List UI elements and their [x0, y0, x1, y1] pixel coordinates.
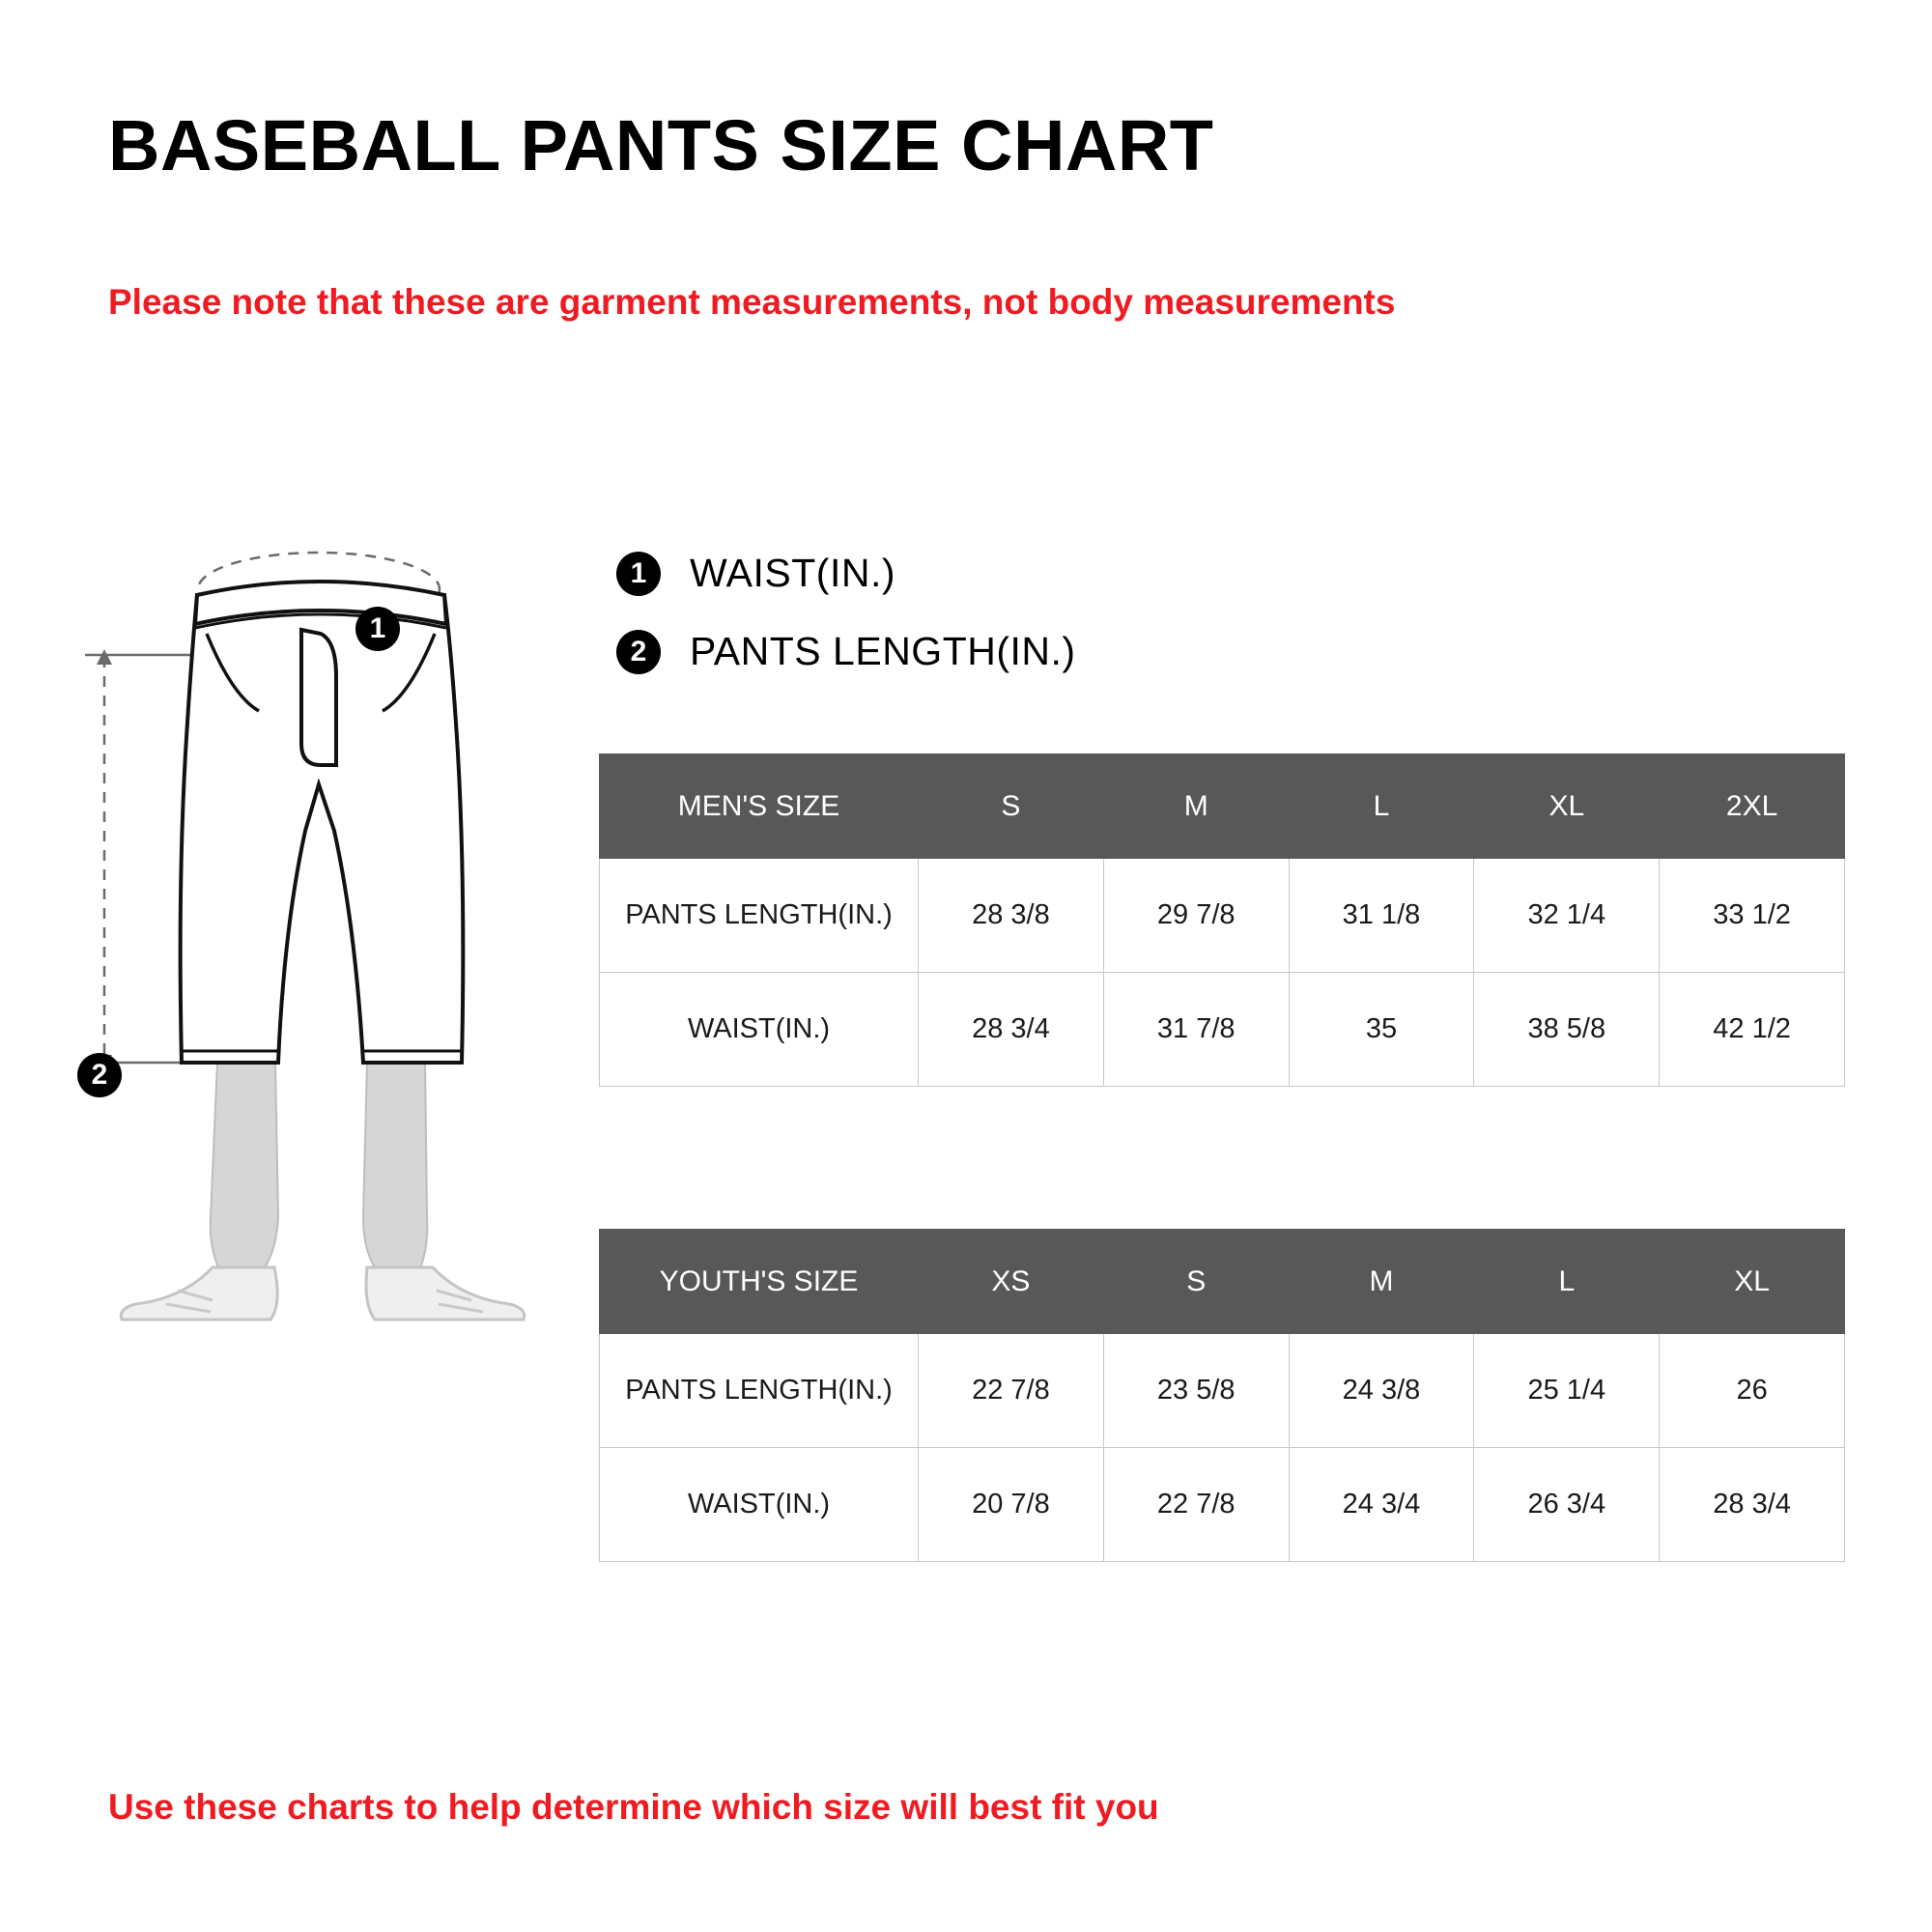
youths-length-xs: 22 7/8	[919, 1334, 1104, 1448]
legend-label-length: PANTS LENGTH(IN.)	[690, 629, 1076, 673]
mens-size-header: MEN'S SIZE	[600, 754, 919, 859]
youths-waist-xl: 28 3/4	[1660, 1448, 1845, 1562]
mens-size-table	[599, 753, 1845, 1087]
mens-waist-m: 31 7/8	[1103, 973, 1289, 1087]
youths-row-label-pants-length: PANTS LENGTH(IN.)	[600, 1334, 919, 1448]
youths-length-xl: 26	[1660, 1334, 1845, 1448]
pants-illustration	[77, 541, 580, 1323]
youths-waist-s: 22 7/8	[1103, 1448, 1289, 1562]
mens-row-label-waist: WAIST(IN.)	[600, 973, 919, 1087]
legend-label-waist: WAIST(IN.)	[690, 551, 896, 595]
mens-waist-s: 28 3/4	[919, 973, 1104, 1087]
table-header-row	[600, 754, 1845, 859]
table-header-row	[600, 1230, 1845, 1334]
youths-length-l: 25 1/4	[1474, 1334, 1660, 1448]
marker-circle-1: 1	[355, 607, 400, 651]
mens-length-s: 28 3/8	[919, 859, 1104, 973]
legend-item-waist	[616, 551, 1076, 596]
diagram-marker-waist	[355, 607, 400, 651]
youths-size-header: YOUTH'S SIZE	[600, 1230, 919, 1334]
legend-badge-1: 1	[616, 552, 661, 596]
legend	[616, 551, 1076, 707]
table-row	[600, 859, 1845, 973]
youths-waist-m: 24 3/4	[1289, 1448, 1474, 1562]
page-title: BASEBALL PANTS SIZE CHART	[108, 105, 1214, 185]
mens-length-m: 29 7/8	[1103, 859, 1289, 973]
youths-row-label-waist: WAIST(IN.)	[600, 1448, 919, 1562]
youths-size-table-container	[599, 1229, 1845, 1562]
table-row	[600, 1334, 1845, 1448]
youths-col-s: S	[1103, 1230, 1289, 1334]
measurement-disclaimer: Please note that these are garment measurements, not body measurements	[108, 282, 1396, 322]
youths-length-s: 23 5/8	[1103, 1334, 1289, 1448]
mens-col-2xl: 2XL	[1660, 754, 1845, 859]
mens-size-table-container	[599, 753, 1845, 1087]
legend-item-length	[616, 629, 1076, 674]
mens-waist-2xl: 42 1/2	[1660, 973, 1845, 1087]
legend-badge-2: 2	[616, 630, 661, 674]
table-row	[600, 1448, 1845, 1562]
mens-col-s: S	[919, 754, 1104, 859]
mens-length-2xl: 33 1/2	[1660, 859, 1845, 973]
youths-length-m: 24 3/8	[1289, 1334, 1474, 1448]
youths-col-l: L	[1474, 1230, 1660, 1334]
mens-length-l: 31 1/8	[1289, 859, 1474, 973]
mens-row-label-pants-length: PANTS LENGTH(IN.)	[600, 859, 919, 973]
diagram-marker-length	[77, 1053, 122, 1097]
table-row	[600, 973, 1845, 1087]
mens-waist-l: 35	[1289, 973, 1474, 1087]
youths-waist-l: 26 3/4	[1474, 1448, 1660, 1562]
youths-col-xl: XL	[1660, 1230, 1845, 1334]
mens-col-xl: XL	[1474, 754, 1660, 859]
marker-circle-2: 2	[77, 1053, 122, 1097]
mens-col-m: M	[1103, 754, 1289, 859]
mens-waist-xl: 38 5/8	[1474, 973, 1660, 1087]
footer-note: Use these charts to help determine which size will best fit you	[108, 1787, 1159, 1827]
youths-col-xs: XS	[919, 1230, 1104, 1334]
youths-waist-xs: 20 7/8	[919, 1448, 1104, 1562]
youths-size-table	[599, 1229, 1845, 1562]
mens-col-l: L	[1289, 754, 1474, 859]
mens-length-xl: 32 1/4	[1474, 859, 1660, 973]
youths-col-m: M	[1289, 1230, 1474, 1334]
